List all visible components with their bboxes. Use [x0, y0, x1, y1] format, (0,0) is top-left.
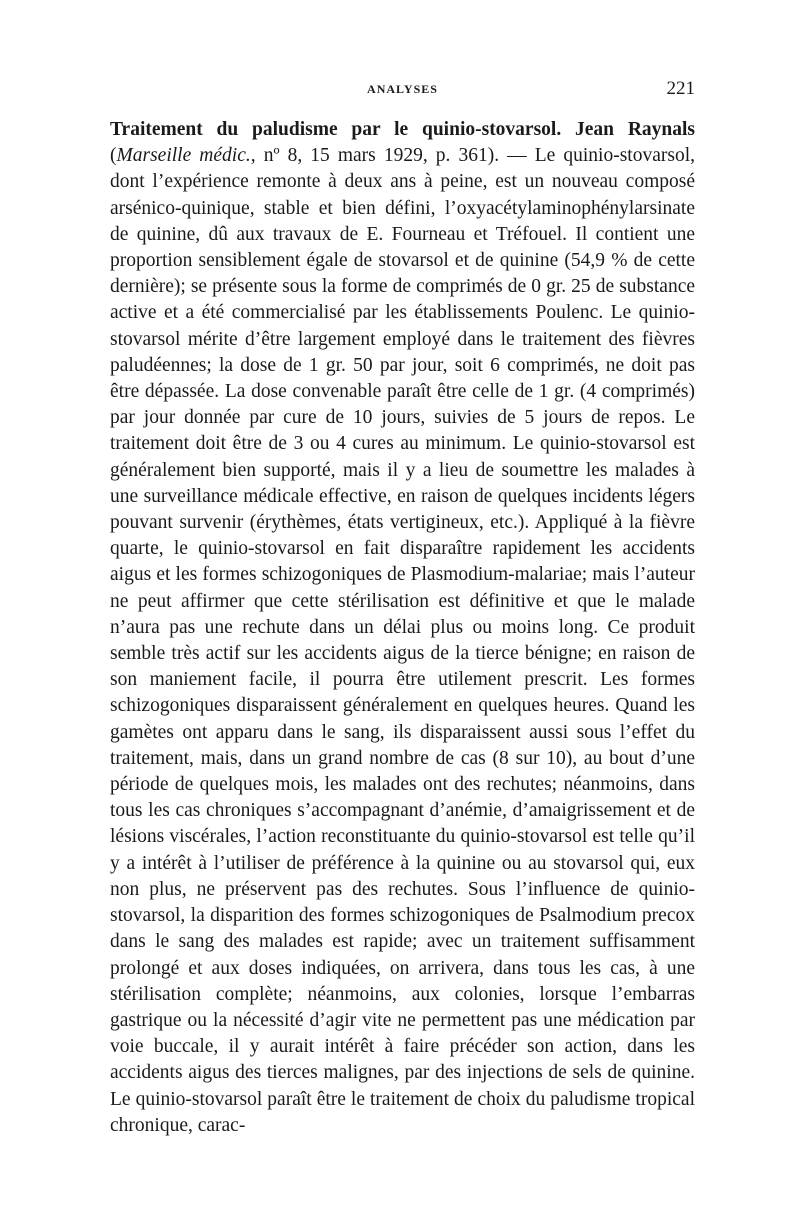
article-author: Jean Raynals	[575, 119, 696, 140]
article-body-part-1: Le quinio-stovarsol, dont l’expérience remonte à deux ans à peine, est un nouveau composé arsénico-quinique, stable et bien défini, l’oxyacétylaminophénylarsinate de quinine, dû aux travaux de E. Fourneau et Tréfouel. Il contient une proportion sensiblement égale de stovarsol et de quinine (54,9 % de cette dernière); se présente sous la forme de comprimés de 0 gr. 25 de substance active et a été commercialisé par les établissements Poulenc. Le quinio-stovarsol mérite d’être largement employé dans le traitement des fièvres paludéennes; la dose de 1 gr. 50 par jour, soit 6 comprimés, ne doit pas être dépassée. La dose convenable paraît être celle de 1 gr. (4 comprimés) par jour donnée par cure de 10 jours, suivies de 5 jours de repos. Le traitement doit être de 3 ou 4 cures au minimum. Le quinio-stovarsol est généralement bien supporté, mais il y a lieu de soumettre les malades à une surveillance médicale effective, en raison de quelques incidents légers pouvant survenir (érythèmes, états vertigineux, etc.). Appliqué à la fièvre quarte, le quinio-stovarsol en fait disparaître rapidement les accidents aigus et les formes schizogoniques de Plasmodium-malariae; mais l’auteur ne peut affirmer que cette stérilisation est définitive et que le malade n’aura pas une rechute dans un délai plus ou moins long. Ce produit semble très actif sur les accidents aigus de la tierce bénigne; en raison de son maniement facile, il pourra être utilement prescrit. Les formes schizogoniques disparaissent généralement en quelques heures. Quand les gamètes ont apparu dans le sang, ils disparaissent aussi sous l’effet du traitement, mais, dans un grand nombre de cas (8 sur 10), au bout d’une période de quelques mois, les malades ont des rechutes; néanmoins, dans tous les cas chroniques s’accompagnant d’anémie, d’amaigrissement et de lésions viscérales, l’action reconstituante du quinio-stovarsol est telle qu’il y a intérêt à l’utiliser de préférence à la quinine ou au stovarsol qui, eux non plus, ne préservent pas des rechutes. Sous l’influence de quinio-stovarsol, la disparition des formes schizogoniques de	[110, 145, 696, 927]
article-paragraph: Traitement du paludisme par le quinio-stovarsol. Jean Raynals (Marseille médic., nº 8, 15 mars 1929, p. 361). — Le quinio-stovarsol, dont l’expérience remonte à deux ans à peine, est un nouveau composé arsénico-quinique, stable et bien défini, l’oxyacétylaminophénylarsinate de quinine, dû aux travaux de E. Fourneau et Tréfouel. Il contient une proportion sensiblement égale de stovarsol et de quinine (54,9 % de cette dernière); se présente sous la forme de comprimés de 0 gr. 25 de substance active et a été commercialisé par les établissements Poulenc. Le quinio-stovarsol mérite d’être largement employé dans le traitement des fièvres paludéennes; la dose de 1 gr. 50 par jour, soit 6 comprimés, ne doit pas être dépassée. La dose convenable paraît être celle de 1 gr. (4 comprimés) par jour donnée par cure de 10 jours, suivies de 5 jours de repos. Le traitement doit être de 3 ou 4 cures au minimum. Le quinio-stovarsol est généralement bien supporté, mais il y a lieu de soumettre les malades à une surveillance médicale effective, en raison de quelques incidents légers pouvant survenir (érythèmes, états vertigineux, etc.). Appliqué à la fièvre quarte, le quinio-stovarsol en fait disparaître rapidement les accidents aigus et les formes schizogoniques de Plasmodium-malariae; mais l’auteur ne peut affirmer que cette stérilisation est définitive et que le malade n’aura pas une rechute dans un délai plus ou moins long. Ce produit semble très actif sur les accidents aigus de la tierce bénigne; en raison de son maniement facile, il pourra être utilement prescrit. Les formes schizogoniques disparaissent généralement en quelques heures. Quand les gamètes ont apparu dans le sang, ils disparaissent aussi sous l’effet du traitement, mais, dans un grand nombre de cas (8 sur 10), au bout d’une période de quelques mois, les malades ont des rechutes; néanmoins, dans tous les cas chroniques s’accompagnant d’anémie, d’amaigrissement et de lésions viscérales, l’action reconstituante du quinio-stovarsol est telle qu’il y a intérêt à l’utiliser de préférence à la quinine ou au stovarsol qui, eux non plus, ne préservent pas des rechutes. Sous l’influence de quinio-stovarsol, la disparition des formes schizogoniques de Psalmodium precox dans le sang des malades est rapide; avec un traitement suffisamment prolongé et aux doses indiquées, on arrivera, dans tous les cas, à une stérilisation complète; néanmoins, aux colonies, lorsque l’embarras gastrique ou la nécessité d’agir vite ne permettent pas une médication par voie buccale, il y aurait intérêt à faire précéder son action, dans les accidents aigus des tierces malignes, par des injections de sels de quinine. Le quinio-stovarsol paraît être le traitement de choix du paludisme tropical chronique, carac-	[110, 119, 696, 1136]
running-title: ANALYSES	[367, 82, 438, 96]
running-head	[110, 78, 695, 102]
article-title: Traitement du paludisme par le quinio-stovarsol.	[110, 119, 562, 140]
article-citation: , nº 8, 15 mars 1929, p. 361). —	[250, 145, 535, 167]
page-number: 221	[666, 78, 695, 99]
article-journal: Marseille médic.	[116, 145, 251, 167]
article-body-part-2: dans le sang des malades est rapide; avec un traitement suffisamment prolongé et aux doses indiquées, on arrivera, dans tous les cas, à une stérilisation complète; néanmoins, aux colonies, lorsque l’embarras gastrique ou la nécessité d’agir vite ne permettent pas une médication par voie buccale, il y aurait intérêt à faire précéder son action, dans les accidents aigus des tierces malignes, par des injections de sels de quinine. Le quinio-stovarsol paraît être le traitement de choix du paludisme tropical chronique, carac-	[110, 931, 695, 1136]
species-name: Psalmodium precox	[539, 905, 695, 927]
